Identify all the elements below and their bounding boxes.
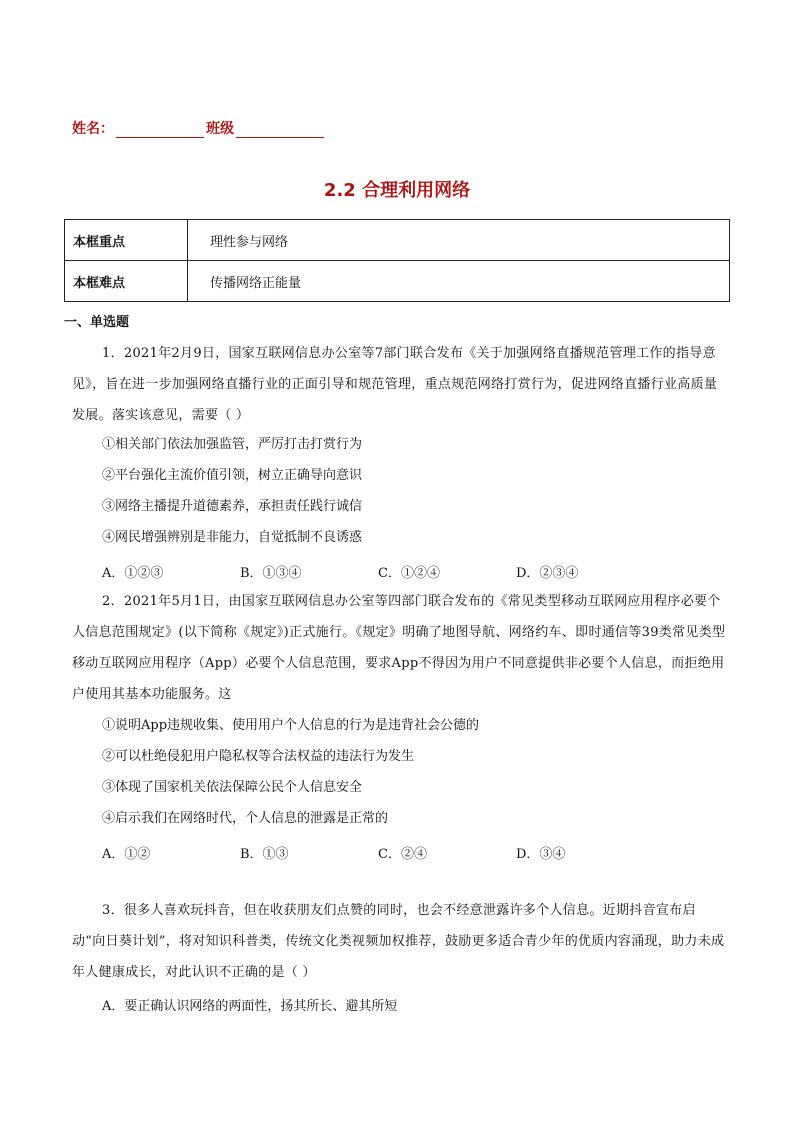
choice-c[interactable]: C．①②④ — [378, 566, 440, 581]
choice-b[interactable]: B．①③④ — [240, 566, 302, 581]
name-class-line — [72, 118, 326, 138]
page-title: 2.2 合理利用网络 — [323, 180, 471, 201]
question-1-statement: ③网络主播提升道德素养，承担责任践行诚信 — [102, 499, 363, 514]
choice-c[interactable]: C．②④ — [378, 847, 427, 862]
class-blank[interactable] — [236, 123, 324, 138]
difficulty-value: 传播网络正能量 — [188, 261, 730, 302]
table-row — [65, 261, 730, 302]
focus-table — [64, 219, 730, 302]
question-1-choices — [102, 562, 654, 581]
name-blank[interactable] — [116, 123, 204, 138]
question-3-stem: 3．很多人喜欢玩抖音，但在收获朋友们点赞的同时，也会不经意泄露许多个人信息。近期抖音宣布启动“向日葵计划”，将对知识科普类，传统文化类视频加权推荐，鼓励更多适合青少年的优质内容涌现，助力未成年人健康成长，对此认识不正确的是（ ） — [72, 903, 725, 980]
choice-a[interactable]: A．①②③ — [102, 566, 164, 581]
choice-b[interactable]: B．①③ — [240, 847, 289, 862]
class-label: 班级 — [206, 121, 234, 137]
choice-a[interactable]: A．①② — [102, 847, 151, 862]
question-2-statement: ②可以杜绝侵犯用户隐私权等合法权益的违法行为发生 — [102, 749, 415, 764]
question-2-statement: ③体现了国家机关依法保障公民个人信息安全 — [102, 780, 363, 795]
name-label: 姓名： — [72, 121, 114, 137]
question-2-statement: ①说明App违规收集、使用用户个人信息的行为是违背社会公德的 — [102, 718, 480, 733]
table-row — [65, 220, 730, 261]
question-3-option-a[interactable]: A．要正确认识网络的两面性，扬其所长、避其所短 — [102, 999, 398, 1014]
question-1-statement: ①相关部门依法加强监管，严厉打击打赏行为 — [102, 437, 363, 452]
question-2-statement: ④启示我们在网络时代，个人信息的泄露是正常的 — [102, 811, 389, 826]
focus-key: 本框重点 — [65, 220, 188, 261]
choice-d[interactable]: D．②③④ — [516, 566, 579, 581]
focus-value: 理性参与网络 — [188, 220, 730, 261]
section-title: 一、单选题 — [64, 315, 130, 330]
question-1-statement: ④网民增强辨别是非能力，自觉抵制不良诱惑 — [102, 530, 363, 545]
question-2-stem: 2．2021年5月1日，由国家互联网信息办公室等四部门联合发布的《常见类型移动互联网应用程序必要个人信息范围规定》(以下简称《规定》)正式施行。《规定》明确了地图导航、网络约车、即时通信等39类常见类型移动互联网应用程序（App）必要个人信息范围，要求App不得因为用户不同意提供非必要个人信息，而拒绝用户使用其基本功能服务。这 — [72, 594, 726, 702]
question-2-choices — [102, 843, 654, 862]
choice-d[interactable]: D．③④ — [516, 847, 566, 862]
difficulty-key: 本框难点 — [65, 261, 188, 302]
question-1-statement: ②平台强化主流价值引领，树立正确导向意识 — [102, 468, 363, 483]
question-1-stem: 1．2021年2月9日，国家互联网信息办公室等7部门联合发布《关于加强网络直播规范管理工作的指导意见》，旨在进一步加强网络直播行业的正面引导和规范管理，重点规范网络打赏行为，促进网络直播行业高质量发展。落实该意见，需要（ ） — [72, 346, 718, 423]
